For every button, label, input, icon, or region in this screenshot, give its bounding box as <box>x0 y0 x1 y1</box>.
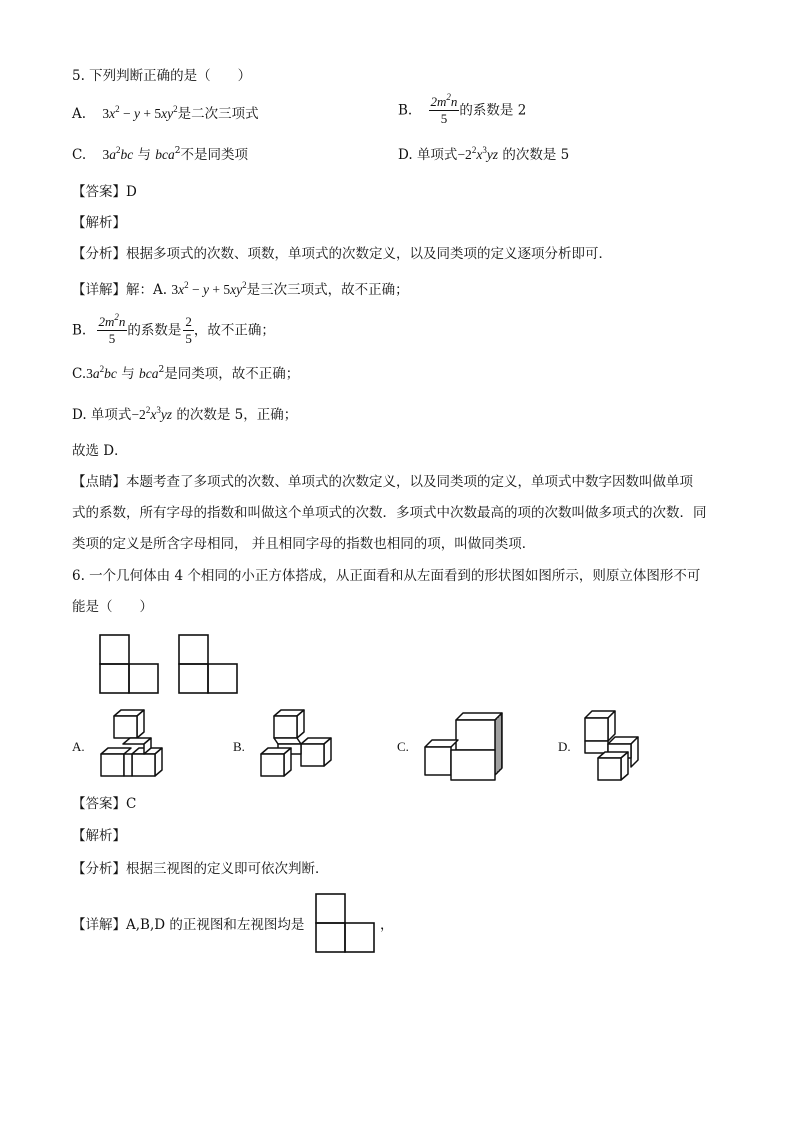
q5-solution-c: $C.3a^2bc$ 与 bca$^2$是同类项，故不正确； <box>72 364 300 382</box>
answer-view-figure <box>314 892 376 954</box>
solution-c-text: 是同类项，故不正确； <box>164 366 300 382</box>
option-c-text: 不是同类项 <box>180 147 249 163</box>
option-b-text: 的系数是 2 <box>459 102 527 119</box>
option-c-label: C. <box>72 147 87 163</box>
option-a-text: 是二次三项式 <box>177 106 259 122</box>
q6-stem-2: 能是（ ） <box>72 599 153 615</box>
q6-xiangjie: 【详解】A,B,D 的正视图和左视图均是 <box>72 917 305 933</box>
xiangjie-pre: 【详解】解：A. <box>72 282 168 298</box>
q6-stem-1: 6. 一个几何体由 4 个相同的小正方体搭成，从正面看和从左面看到的形状图如图所示，则原立体图形不可 <box>72 568 701 584</box>
solution-c-mid: 与 <box>121 366 135 382</box>
solution-b-text: ，故不正确； <box>193 322 275 339</box>
q6-xiangjie-end: ， <box>380 917 394 933</box>
q6-option-d-label: D. <box>558 739 571 754</box>
option-a-label: A. <box>72 106 87 122</box>
q5-fenxi: 【分析】根据多项式的次数、项数，单项式的次数定义，以及同类项的定义逐项分析即可． <box>72 246 612 262</box>
solution-d-pre: D. 单项式 <box>72 407 132 423</box>
q5-solution-d: D. 单项式$-2^2x^3yz$ 的次数是 5，正确； <box>72 405 298 423</box>
option-b-label: B. <box>398 102 413 119</box>
q5-choose: 故选 D． <box>72 443 128 459</box>
q5-dianjing-3: 类项的定义是所含字母相同， 并且相同字母的指数也相同的项，叫做同类项． <box>72 536 536 552</box>
left-view-figure <box>177 633 239 695</box>
q5-xiangjie: 【详解】解：A. $3x^2 - y + 5xy^2$是三次三项式，故不正确； <box>72 280 409 298</box>
front-view-figure <box>98 633 160 695</box>
q5-option-a: A. $3x^2 - y + 5xy^2$是二次三项式 <box>72 104 259 122</box>
option-b-cubes-figure <box>258 708 334 786</box>
solution-b-mid: 的系数是 <box>127 322 182 339</box>
q6-option-b-label: B. <box>233 739 245 754</box>
xiangjie-a-text: 是三次三项式，故不正确； <box>246 282 409 298</box>
q6-answer: 【答案】C <box>72 796 137 812</box>
q5-option-c: C. $3a^2bc$ 与 bca$^2$不是同类项 <box>72 145 249 163</box>
q6-fenxi: 【分析】根据三视图的定义即可依次判断． <box>72 861 329 877</box>
q5-option-b: B. $\frac{2m^2n}{5}$ 的系数是 2 <box>398 92 527 126</box>
option-d-label: D. <box>398 147 413 163</box>
q6-option-c-label: C. <box>397 739 409 754</box>
q5-dianjing-1: 【点睛】本题考查了多项式的次数、单项式的次数定义，以及同类项的定义，单项式中数字因数叫做单项 <box>72 474 693 490</box>
option-a-cubes-figure <box>98 708 166 786</box>
option-d-text: 的次数是 5 <box>502 147 570 163</box>
solution-d-text: 的次数是 5，正确； <box>176 407 298 423</box>
q5-dianjing-2: 式的系数，所有字母的指数和叫做这个单项式的次数．多项式中次数最高的项的次数叫做多项式的次数．同 <box>72 505 707 521</box>
option-d-cubes-figure <box>582 708 648 786</box>
solution-c-pre: C. <box>72 366 87 382</box>
option-c-cubes-figure <box>422 708 506 786</box>
q5-answer: 【答案】D <box>72 184 137 200</box>
option-c-mid: 与 <box>137 147 151 163</box>
q6-option-a-label: A. <box>72 739 85 754</box>
q5-analysis-head: 【解析】 <box>72 215 126 231</box>
q5-stem: 5. 下列判断正确的是（ ） <box>72 68 252 84</box>
option-d-pre: 单项式 <box>416 147 458 163</box>
solution-b-pre: B. <box>72 322 87 339</box>
q5-solution-b: B. $\frac{2m^2n}{5}$ 的系数是 $\frac{2}{5}$ ，故不正确； <box>72 312 275 346</box>
q6-analysis-head: 【解析】 <box>72 828 126 844</box>
q5-option-d: D. 单项式$-2^2x^3yz$ 的次数是 5 <box>398 145 570 163</box>
